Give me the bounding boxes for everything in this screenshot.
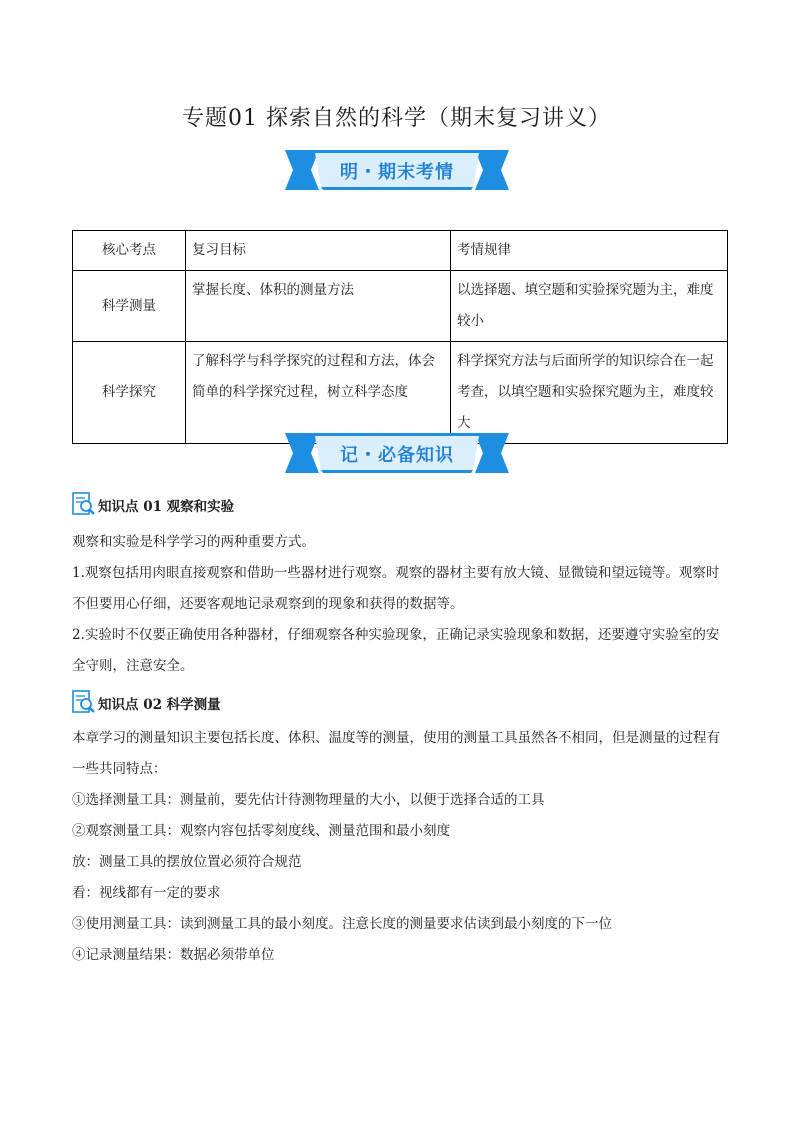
paragraph: ④记录测量结果：数据必须带单位 <box>72 947 275 963</box>
knowledge-point-02-body <box>72 723 727 971</box>
banner-exam-info-label: 明・期末考情 <box>340 162 454 183</box>
banner-exam-info <box>285 150 509 190</box>
paragraph: ②观察测量工具：观察内容包括零刻度线、测量范围和最小刻度 <box>72 823 450 839</box>
table-cell: 了解科学与科学探究的过程和方法，体会简单的科学探究过程，树立科学态度 <box>186 342 451 444</box>
magnifier-book-icon <box>72 492 96 516</box>
knowledge-point-01-body <box>72 527 727 682</box>
knowledge-point-01-title: 知识点 01 观察和实验 <box>98 499 235 515</box>
paragraph: ③使用测量工具：读到测量工具的最小刻度。注意长度的测量要求估读到最小刻度的下一位 <box>72 916 612 932</box>
banner-knowledge <box>285 433 509 473</box>
magnifier-book-icon <box>72 690 96 714</box>
table-row <box>73 271 728 342</box>
exam-info-table <box>72 230 728 444</box>
table-header-cell: 核心考点 <box>73 231 186 271</box>
paragraph: 放：测量工具的摆放位置必须符合规范 <box>72 854 302 870</box>
paragraph: 1.观察包括用肉眼直接观察和借助一些器材进行观察。观察的器材主要有放大镜、显微镜和望远镜等。观察时不但要用心仔细，还要客观地记录观察到的现象和获得的数据等。 <box>72 565 720 612</box>
page-title: 专题01 探索自然的科学（期末复习讲义） <box>182 106 611 131</box>
banner-knowledge-label: 记・必备知识 <box>340 445 454 466</box>
paragraph: ①选择测量工具：测量前，要先估计待测物理量的大小，以便于选择合适的工具 <box>72 792 545 808</box>
table-cell: 科学探究 <box>73 342 186 444</box>
paragraph: 本章学习的测量知识主要包括长度、体积、温度等的测量，使用的测量工具虽然各不相同，但是测量的过程有一些共同特点： <box>72 730 720 777</box>
knowledge-point-02-title: 知识点 02 科学测量 <box>98 697 221 713</box>
table-cell: 科学测量 <box>73 271 186 342</box>
table-row <box>73 342 728 444</box>
table-header-cell: 复习目标 <box>186 231 451 271</box>
paragraph: 看：视线都有一定的要求 <box>72 885 221 901</box>
table-header-row <box>73 231 728 271</box>
table-cell: 科学探究方法与后面所学的知识综合在一起考查，以填空题和实验探究题为主，难度较大 <box>451 342 728 444</box>
paragraph: 2.实验时不仅要正确使用各种器材，仔细观察各种实验现象，正确记录实验现象和数据，还要遵守实验室的安全守则，注意安全。 <box>72 627 720 674</box>
table-header-cell: 考情规律 <box>451 231 728 271</box>
table-cell: 以选择题、填空题和实验探究题为主，难度较小 <box>451 271 728 342</box>
table-cell: 掌握长度、体积的测量方法 <box>186 271 451 342</box>
paragraph: 观察和实验是科学学习的两种重要方式。 <box>72 534 315 550</box>
